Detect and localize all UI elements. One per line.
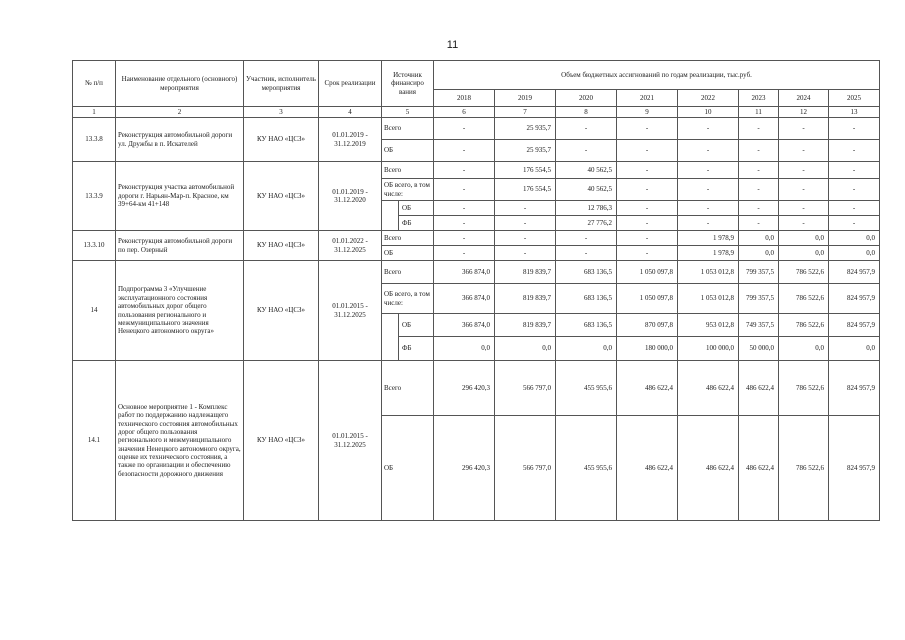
budget-value: - bbox=[617, 201, 678, 216]
budget-value: 40 562,5 bbox=[556, 179, 617, 201]
budget-value: - bbox=[739, 216, 779, 231]
budget-value: - bbox=[617, 179, 678, 201]
event-name: Реконструкция автомобильной дороги ул. Дружбы в п. Искателей bbox=[116, 118, 244, 162]
budget-value: 786 522,6 bbox=[779, 416, 829, 521]
budget-value: 1 978,9 bbox=[678, 231, 739, 246]
budget-value: - bbox=[678, 201, 739, 216]
event-name: Реконструкция участка автомобильной дороги г. Нарьян-Мар-п. Красное, км 39+64-км 41+148 bbox=[116, 162, 244, 231]
funding-source: ОБ bbox=[382, 140, 434, 162]
budget-value: 366 874,0 bbox=[434, 261, 495, 284]
year-header: 2021 bbox=[617, 90, 678, 107]
budget-value: - bbox=[678, 140, 739, 162]
funding-source: Всего bbox=[382, 162, 434, 179]
budget-value: - bbox=[779, 179, 829, 201]
budget-value: 455 955,6 bbox=[556, 416, 617, 521]
participant: КУ НАО «ЦСЗ» bbox=[244, 231, 319, 261]
budget-value: 100 000,0 bbox=[678, 337, 739, 361]
budget-value: 824 957,9 bbox=[829, 314, 880, 337]
funding-source: ОБ bbox=[399, 314, 434, 337]
header-participant: Участник, исполнитель мероприятия bbox=[244, 61, 319, 107]
funding-source: Всего bbox=[382, 261, 434, 284]
funding-source: Всего bbox=[382, 231, 434, 246]
column-number: 13 bbox=[829, 107, 880, 118]
period: 01.01.2019 - 31.12.2020 bbox=[319, 162, 382, 231]
participant: КУ НАО «ЦСЗ» bbox=[244, 361, 319, 521]
column-number: 6 bbox=[434, 107, 495, 118]
budget-value: - bbox=[434, 140, 495, 162]
budget-value: 25 935,7 bbox=[495, 140, 556, 162]
budget-value: - bbox=[829, 140, 880, 162]
budget-value: - bbox=[434, 179, 495, 201]
budget-value: 296 420,3 bbox=[434, 361, 495, 416]
budget-value: 486 622,4 bbox=[617, 361, 678, 416]
budget-value: 486 622,4 bbox=[739, 416, 779, 521]
funding-source: ОБ всего, в том числе: bbox=[382, 179, 434, 201]
table-row bbox=[73, 162, 880, 179]
budget-value: 0,0 bbox=[779, 337, 829, 361]
budget-value: - bbox=[779, 140, 829, 162]
budget-value: - bbox=[678, 179, 739, 201]
budget-value: - bbox=[829, 162, 880, 179]
budget-value: 870 097,8 bbox=[617, 314, 678, 337]
budget-value: - bbox=[739, 162, 779, 179]
funding-source: ОБ bbox=[382, 246, 434, 261]
budget-value: - bbox=[617, 118, 678, 140]
year-header: 2018 bbox=[434, 90, 495, 107]
period: 01.01.2015 - 31.12.2025 bbox=[319, 261, 382, 361]
budget-value: - bbox=[829, 201, 880, 216]
header-num: № п/п bbox=[73, 61, 116, 107]
budget-value: - bbox=[556, 140, 617, 162]
budget-value: - bbox=[556, 246, 617, 261]
budget-value: 0,0 bbox=[779, 231, 829, 246]
budget-value: 0,0 bbox=[495, 337, 556, 361]
budget-value: 824 957,9 bbox=[829, 361, 880, 416]
table-row bbox=[73, 118, 880, 140]
budget-value: 0,0 bbox=[434, 337, 495, 361]
budget-value: 1 053 012,8 bbox=[678, 261, 739, 284]
budget-value: - bbox=[829, 179, 880, 201]
column-number: 9 bbox=[617, 107, 678, 118]
column-number: 8 bbox=[556, 107, 617, 118]
budget-value: 1 978,9 bbox=[678, 246, 739, 261]
source-indent bbox=[382, 314, 399, 361]
event-name: Реконструкция автомобильной дороги по пер. Озерный bbox=[116, 231, 244, 261]
budget-value: 1 053 012,8 bbox=[678, 284, 739, 314]
budget-value: - bbox=[779, 162, 829, 179]
budget-value: 486 622,4 bbox=[678, 416, 739, 521]
budget-value: 176 554,5 bbox=[495, 162, 556, 179]
budget-value: 180 000,0 bbox=[617, 337, 678, 361]
funding-source: ФБ bbox=[399, 337, 434, 361]
budget-value: - bbox=[617, 140, 678, 162]
budget-value: 455 955,6 bbox=[556, 361, 617, 416]
period: 01.01.2015 - 31.12.2025 bbox=[319, 361, 382, 521]
column-number: 12 bbox=[779, 107, 829, 118]
budget-value: - bbox=[617, 231, 678, 246]
row-number: 14 bbox=[73, 261, 116, 361]
funding-source: ФБ bbox=[399, 216, 434, 231]
funding-source: Всего bbox=[382, 361, 434, 416]
budget-value: - bbox=[495, 231, 556, 246]
budget-value: 566 797,0 bbox=[495, 416, 556, 521]
column-number: 11 bbox=[739, 107, 779, 118]
funding-source: Всего bbox=[382, 118, 434, 140]
period: 01.01.2022 - 31.12.2025 bbox=[319, 231, 382, 261]
column-number: 10 bbox=[678, 107, 739, 118]
budget-value: 25 935,7 bbox=[495, 118, 556, 140]
budget-value: - bbox=[434, 118, 495, 140]
budget-value: 0,0 bbox=[739, 246, 779, 261]
funding-source: ОБ bbox=[399, 201, 434, 216]
column-number: 1 bbox=[73, 107, 116, 118]
year-header: 2020 bbox=[556, 90, 617, 107]
budget-value: - bbox=[495, 201, 556, 216]
budget-value: 683 136,5 bbox=[556, 284, 617, 314]
budget-value: - bbox=[556, 118, 617, 140]
budget-value: - bbox=[678, 216, 739, 231]
event-name: Основное мероприятие 1 - Комплекс работ по поддержанию надлежащего технического состояния автомобильных дорог общего пользования регионального и межмуниципального значения Ненецкого автономного округа, оценке их технического состояния, а также по организации и обеспечению безопасности дорожного движения bbox=[116, 361, 244, 521]
year-header: 2019 bbox=[495, 90, 556, 107]
budget-value: 0,0 bbox=[779, 246, 829, 261]
budget-value: 0,0 bbox=[829, 246, 880, 261]
period: 01.01.2019 - 31.12.2019 bbox=[319, 118, 382, 162]
budget-value: 40 562,5 bbox=[556, 162, 617, 179]
row-number: 13.3.9 bbox=[73, 162, 116, 231]
budget-value: - bbox=[739, 140, 779, 162]
budget-value: 486 622,4 bbox=[617, 416, 678, 521]
header-budget: Объем бюджетных ассигнований по годам реализации, тыс.руб. bbox=[434, 61, 880, 90]
budget-value: - bbox=[434, 162, 495, 179]
budget-value: 683 136,5 bbox=[556, 261, 617, 284]
budget-value: 819 839,7 bbox=[495, 314, 556, 337]
budget-value: - bbox=[434, 231, 495, 246]
budget-value: - bbox=[617, 246, 678, 261]
event-name: Подпрограмма 3 «Улучшение эксплуатационного состояния автомобильных дорог общего пользования регионального и межмуниципального значения Ненецкого автономного округа» bbox=[116, 261, 244, 361]
header-period: Срок реализации bbox=[319, 61, 382, 107]
column-number: 7 bbox=[495, 107, 556, 118]
budget-value: - bbox=[739, 201, 779, 216]
budget-value: 486 622,4 bbox=[678, 361, 739, 416]
budget-value: 786 522,6 bbox=[779, 284, 829, 314]
budget-value: 799 357,5 bbox=[739, 284, 779, 314]
column-number: 5 bbox=[382, 107, 434, 118]
year-header: 2025 bbox=[829, 90, 880, 107]
budget-value: - bbox=[739, 179, 779, 201]
budget-value: 819 839,7 bbox=[495, 261, 556, 284]
source-indent bbox=[382, 201, 399, 231]
budget-value: - bbox=[779, 201, 829, 216]
table-row bbox=[73, 231, 880, 246]
participant: КУ НАО «ЦСЗ» bbox=[244, 162, 319, 231]
column-number: 2 bbox=[116, 107, 244, 118]
budget-value: 0,0 bbox=[829, 231, 880, 246]
row-number: 14.1 bbox=[73, 361, 116, 521]
budget-value: - bbox=[434, 246, 495, 261]
budget-value: 786 522,6 bbox=[779, 361, 829, 416]
header-source: Источник финансиро вания bbox=[382, 61, 434, 107]
year-header: 2023 bbox=[739, 90, 779, 107]
budget-value: 0,0 bbox=[739, 231, 779, 246]
budget-value: 1 050 097,8 bbox=[617, 284, 678, 314]
budget-value: 0,0 bbox=[829, 337, 880, 361]
budget-value: 176 554,5 bbox=[495, 179, 556, 201]
budget-value: 486 622,4 bbox=[739, 361, 779, 416]
row-number: 13.3.10 bbox=[73, 231, 116, 261]
budget-value: - bbox=[779, 216, 829, 231]
funding-source: ОБ bbox=[382, 416, 434, 521]
budget-value: 366 874,0 bbox=[434, 284, 495, 314]
budget-value: 819 839,7 bbox=[495, 284, 556, 314]
participant: КУ НАО «ЦСЗ» bbox=[244, 118, 319, 162]
budget-value: 824 957,9 bbox=[829, 416, 880, 521]
funding-source: ОБ всего, в том числе: bbox=[382, 284, 434, 314]
budget-value: 1 050 097,8 bbox=[617, 261, 678, 284]
budget-table bbox=[72, 60, 880, 521]
budget-value: 786 522,6 bbox=[779, 261, 829, 284]
table-row bbox=[73, 361, 880, 416]
budget-value: 566 797,0 bbox=[495, 361, 556, 416]
column-number: 3 bbox=[244, 107, 319, 118]
row-number: 13.3.8 bbox=[73, 118, 116, 162]
budget-value: - bbox=[829, 118, 880, 140]
budget-value: 27 776,2 bbox=[556, 216, 617, 231]
header-name: Наименование отдельного (основного) мероприятия bbox=[116, 61, 244, 107]
budget-value: 366 874,0 bbox=[434, 314, 495, 337]
budget-value: 12 786,3 bbox=[556, 201, 617, 216]
budget-value: 953 012,8 bbox=[678, 314, 739, 337]
budget-value: - bbox=[495, 216, 556, 231]
budget-value: - bbox=[779, 118, 829, 140]
budget-value: 799 357,5 bbox=[739, 261, 779, 284]
budget-value: 50 000,0 bbox=[739, 337, 779, 361]
budget-value: - bbox=[739, 118, 779, 140]
budget-value: - bbox=[678, 162, 739, 179]
budget-value: 296 420,3 bbox=[434, 416, 495, 521]
budget-value: - bbox=[617, 162, 678, 179]
budget-value: - bbox=[434, 216, 495, 231]
budget-value: 0,0 bbox=[556, 337, 617, 361]
column-number: 4 bbox=[319, 107, 382, 118]
budget-value: - bbox=[434, 201, 495, 216]
page-number: 11 bbox=[446, 39, 459, 51]
budget-value: - bbox=[495, 246, 556, 261]
table-row bbox=[73, 261, 880, 284]
budget-value: - bbox=[678, 118, 739, 140]
budget-value: - bbox=[617, 216, 678, 231]
year-header: 2022 bbox=[678, 90, 739, 107]
budget-value: 824 957,9 bbox=[829, 261, 880, 284]
budget-value: 749 357,5 bbox=[739, 314, 779, 337]
budget-value: 786 522,6 bbox=[779, 314, 829, 337]
budget-value: - bbox=[829, 216, 880, 231]
participant: КУ НАО «ЦСЗ» bbox=[244, 261, 319, 361]
budget-value: - bbox=[556, 231, 617, 246]
year-header: 2024 bbox=[779, 90, 829, 107]
budget-value: 683 136,5 bbox=[556, 314, 617, 337]
budget-value: 824 957,9 bbox=[829, 284, 880, 314]
